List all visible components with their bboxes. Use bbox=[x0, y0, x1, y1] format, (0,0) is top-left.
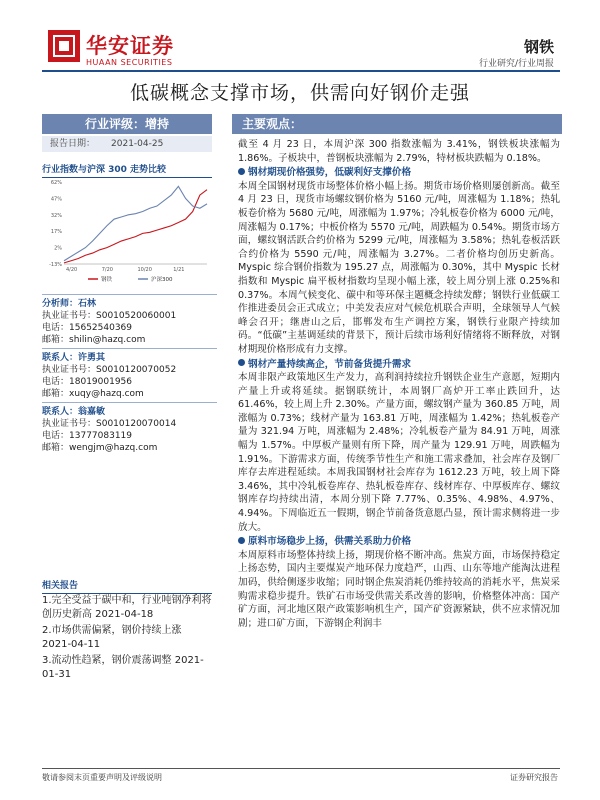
analyst-phone-label: 电话： bbox=[42, 323, 70, 333]
analyst-cert-label: 执业证书号： bbox=[42, 311, 97, 321]
section-paragraph: 本周全国钢材现货市场整体价格小幅上扬。期货市场价格则屡创新高。截至 4 月 23 日，现货市场螺纹钢价格为 5160 元/吨，周涨幅为 1.18%；热轧板卷价格为 5680 元/吨，周涨幅为 1.97%；冷轧板卷价格为 6000 元/吨，周涨幅为 0.17%；中板价格为 5570 元/吨，周跌幅为 0.54%。期货市场方面，螺纹钢活跃合约价格为 5299 元/吨，周涨幅为 3.58%；热轧卷板活跃合约价格为 5590 元/吨，周涨幅为 3.27%。二者价格均创历史新高。Myspic 综合钢价指数为 195.27 点，周涨幅为 0.30%，其中 Myspic 长材指数和 Myspic 扁平板材指数均呈现小幅上涨，较上周分别上涨 0.25%和 0.37%。本周气候变化、碳中和等环保主题概念持续发酵；钢铁行业低碳工作推进委员会正式成立；中美发表应对气候危机联合声明，全球领导人气候峰会召开；继唐山之后，邯郸发布生产调控方案，钢铁行业限产持续加码。“低碳”主基调延续的背景下，预计后续市场利好情绪将不断释放，对钢材期现价格形成有力支撑。 bbox=[238, 180, 560, 355]
report-type: 行业研究/行业周报 bbox=[478, 59, 554, 69]
analyst-block bbox=[42, 292, 217, 454]
section-heading-text: 原料市场稳步上扬，供需关系助力价格 bbox=[248, 536, 412, 548]
index-comparison-chart bbox=[42, 176, 212, 286]
logo-cn: 华安证券 bbox=[86, 33, 174, 58]
related-reports-title: 相关报告 bbox=[42, 578, 212, 594]
related-reports-list bbox=[42, 594, 212, 684]
industry-rating bbox=[42, 114, 212, 134]
analyst-email-value: xuqy@hazq.com bbox=[69, 389, 144, 399]
y-tick-label: 2% bbox=[54, 245, 62, 252]
footer-divider bbox=[42, 768, 560, 769]
rating-value: 增持 bbox=[145, 117, 170, 131]
analyst-name bbox=[42, 294, 217, 310]
main-points-body bbox=[238, 138, 560, 631]
section-heading bbox=[238, 358, 560, 372]
analyst-cert-value: S0010520060001 bbox=[96, 311, 177, 321]
analyst-name bbox=[42, 402, 217, 418]
analyst-cert bbox=[42, 310, 217, 322]
analyst-email[interactable] bbox=[42, 334, 217, 346]
x-tick-label: 4/20 bbox=[66, 267, 78, 273]
related-report-item[interactable]: 2.市场供需偏紧，钢价持续上涨 2021-04-11 bbox=[42, 625, 182, 650]
report-title: 低碳概念支撑市场，供需向好钢价走强 bbox=[129, 82, 470, 104]
analyst-name-text: 翁嘉敏 bbox=[78, 407, 106, 417]
analyst-phone-value: 13777083119 bbox=[69, 431, 133, 441]
legend-label: 沪深300 bbox=[151, 277, 173, 283]
analyst-phone-value: 18019001956 bbox=[69, 377, 133, 387]
related-report-item[interactable]: 3.流动性趋紧，钢价震荡调整 2021-01-31 bbox=[42, 655, 204, 680]
series-line-1 bbox=[64, 186, 207, 260]
footer-label: 证券研究报告 bbox=[510, 773, 558, 782]
analyst-name-text: 许勇其 bbox=[78, 353, 106, 363]
analyst-email-value: wengjm@hazq.com bbox=[69, 443, 158, 453]
analyst-email-label: 邮箱： bbox=[42, 389, 70, 399]
report-date-value: 2021-04-25 bbox=[111, 139, 164, 149]
report-date-label: 报告日期： bbox=[50, 139, 96, 149]
company-logo bbox=[48, 30, 188, 70]
analyst-cert-value: S0010120070052 bbox=[96, 365, 177, 375]
analyst-email[interactable] bbox=[42, 388, 217, 400]
analyst-phone-label: 电话： bbox=[42, 377, 70, 387]
series-line-0 bbox=[64, 190, 207, 263]
footer-disclaimer[interactable]: 敬请参阅末页重要声明及评级说明 bbox=[42, 773, 162, 782]
analyst-phone bbox=[42, 376, 217, 388]
header-divider bbox=[42, 70, 560, 72]
y-tick-label: 17% bbox=[50, 229, 62, 236]
bullet-icon bbox=[238, 168, 245, 175]
chart-svg bbox=[42, 176, 212, 286]
analyst-phone bbox=[42, 430, 217, 442]
main-points-header: 主要观点： bbox=[232, 114, 562, 134]
analyst-cert bbox=[42, 364, 217, 376]
section-heading-text: 钢材产量持续高企，节前备货提升需求 bbox=[248, 358, 412, 370]
x-tick-label: 10/20 bbox=[137, 267, 152, 273]
y-tick-label: 32% bbox=[50, 212, 62, 219]
sector-label: 钢铁 bbox=[523, 38, 554, 56]
section-heading bbox=[238, 535, 560, 549]
rating-label: 行业评级： bbox=[84, 117, 145, 131]
analyst-cert-label: 执业证书号： bbox=[42, 419, 97, 429]
y-tick-label: 62% bbox=[50, 180, 62, 186]
section-heading-text: 钢材期现价格强势，低碳利好支撑价格 bbox=[248, 167, 412, 179]
section-heading bbox=[238, 166, 560, 180]
analyst-name bbox=[42, 348, 217, 364]
bullet-icon bbox=[238, 359, 245, 366]
analyst-email-value: shilin@hazq.com bbox=[69, 335, 146, 345]
section-paragraph: 本周非限产政策地区生产发力，高利润持续拉升钢铁企业生产意愿，短期内产量上升或将延续。据钢联统计，本周钢厂高炉开工率止跌回升，达 61.46%，较上周上升 2.30%。产量方面，螺纹钢产量为 360.85 万吨，周涨幅为 0.73%；线材产量为 163.81 万吨，周涨幅为 1.42%；热轧板卷产量为 321.94 万吨，周涨幅为 2.48%；冷轧板卷产量为 84.91 万吨，周涨幅为 1.57%。中厚板产量则有所下降，周产量为 129.91 万吨，周跌幅为 1.91%。下游需求方面，传统季节性生产和施工需求叠加，社会库存及钢厂库存去库进程延续。本周我国钢材社会库存为 1612.23 万吨，较上周下降 3.46%，其中冷轧板卷库存、热轧板卷库存、线材库存、中厚板库存、螺纹钢库存均持续出清，本周分别下降 7.77%、0.35%、4.98%、4.97%、4.94%。下周临近五一假期，钢企节前备货意愿凸显，预计需求侧将进一步放大。 bbox=[238, 372, 560, 533]
x-tick-label: 1/21 bbox=[173, 267, 185, 273]
y-tick-label: -13% bbox=[49, 262, 62, 268]
related-report-item[interactable]: 1.完全受益于碳中和，行业吨钢净利将创历史新高 2021-04-18 bbox=[42, 595, 212, 620]
analyst-cert bbox=[42, 418, 217, 430]
intro-paragraph: 截至 4 月 23 日，本周沪深 300 指数涨幅为 3.41%，钢铁板块涨幅为 1.86%。子板块中，普钢板块涨幅为 2.79%，特材板块跌幅为 0.18%。 bbox=[238, 139, 560, 164]
analyst-phone-label: 电话： bbox=[42, 431, 70, 441]
report-date bbox=[42, 136, 212, 152]
analyst-role: 分析师： bbox=[42, 299, 79, 309]
y-tick-label: 47% bbox=[50, 196, 62, 203]
x-tick-label: 7/20 bbox=[101, 267, 113, 273]
analyst-email[interactable] bbox=[42, 442, 217, 454]
analyst-phone bbox=[42, 322, 217, 334]
analyst-role: 联系人： bbox=[42, 407, 79, 417]
section-paragraph: 本周原料市场整体持续上扬，期现价格不断冲高。焦炭方面，市场保持稳定上扬态势，国内主要煤炭产地环保力度趋严，山西、山东等地产能淘汰进程加码，供给侧逐步收缩；同时钢企焦炭消耗仍维持较高的消耗水平，焦炭采购需求稳步提升。铁矿石市场受供需关系改善的影响，价格整体冲高：国产矿方面，河北地区限产政策影响机生产，国产矿资源紧缺，供不应求情况加剧；进口矿方面，下游钢企利润丰 bbox=[238, 549, 560, 629]
analyst-phone-value: 15652540369 bbox=[69, 323, 133, 333]
chart-title: 行业指数与沪深 300 走势比较 bbox=[42, 162, 212, 178]
analyst-role: 联系人： bbox=[42, 353, 79, 363]
analyst-cert-label: 执业证书号： bbox=[42, 365, 97, 375]
analyst-email-label: 邮箱： bbox=[42, 443, 70, 453]
analyst-email-label: 邮箱： bbox=[42, 335, 70, 345]
analyst-name-text: 石林 bbox=[78, 299, 97, 309]
analyst-cert-value: S0010120070014 bbox=[96, 419, 177, 429]
legend-label: 钢铁 bbox=[101, 277, 113, 283]
logo-mark-icon bbox=[48, 30, 80, 62]
logo-en: HUAAN SECURITIES bbox=[86, 58, 173, 67]
bullet-icon bbox=[238, 537, 245, 544]
